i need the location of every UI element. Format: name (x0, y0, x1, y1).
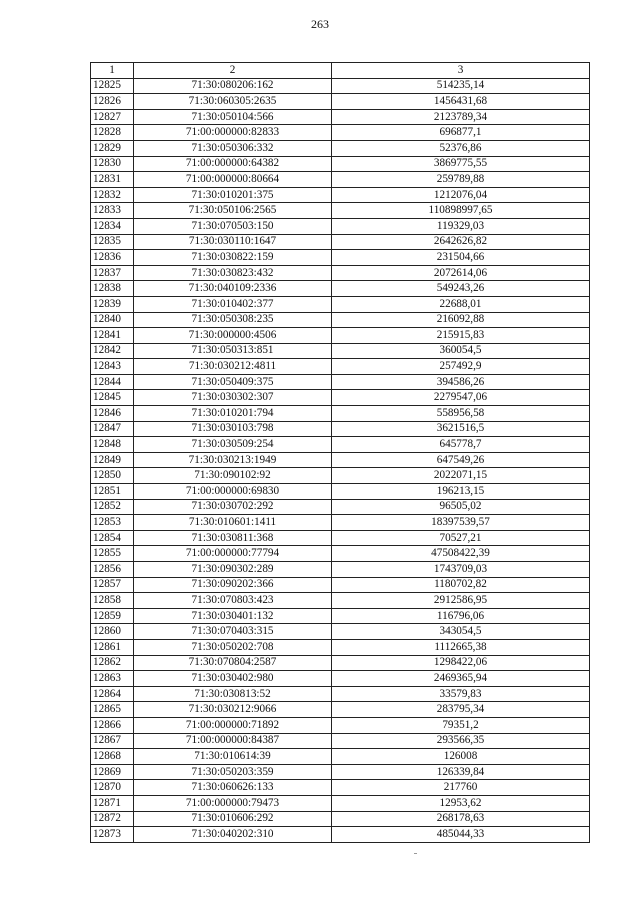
value-cell: 18397539,57 (332, 515, 590, 531)
cadastral-number-cell: 71:30:090302:289 (134, 562, 332, 578)
cadastral-number-cell: 71:00:000000:77794 (134, 546, 332, 562)
row-number-cell: 12851 (91, 484, 134, 500)
row-number-cell: 12845 (91, 390, 134, 406)
value-cell: 3869775,55 (332, 156, 590, 172)
row-number-cell: 12858 (91, 593, 134, 609)
row-number-cell: 12856 (91, 562, 134, 578)
table-row (91, 811, 590, 827)
cadastral-number-cell: 71:30:090102:92 (134, 468, 332, 484)
table-row (91, 546, 590, 562)
table-row (91, 702, 590, 718)
table-row (91, 234, 590, 250)
row-number-cell: 12862 (91, 655, 134, 671)
value-cell: 514235,14 (332, 78, 590, 94)
table-row (91, 359, 590, 375)
value-cell: 283795,34 (332, 702, 590, 718)
table-row (91, 265, 590, 281)
register-table-container (90, 62, 590, 843)
value-cell: 558956,58 (332, 406, 590, 422)
value-cell: 196213,15 (332, 484, 590, 500)
row-number-cell: 12873 (91, 827, 134, 843)
value-cell: 2123789,34 (332, 109, 590, 125)
row-number-cell: 12840 (91, 312, 134, 328)
table-row (91, 343, 590, 359)
row-number-cell: 12832 (91, 187, 134, 203)
row-number-cell: 12848 (91, 437, 134, 453)
cadastral-number-cell: 71:30:030103:798 (134, 421, 332, 437)
row-number-cell: 12843 (91, 359, 134, 375)
scan-mark (414, 853, 417, 854)
row-number-cell: 12857 (91, 577, 134, 593)
table-row (91, 109, 590, 125)
table-row (91, 639, 590, 655)
value-cell: 2912586,95 (332, 593, 590, 609)
table-row (91, 374, 590, 390)
row-number-cell: 12837 (91, 265, 134, 281)
table-row (91, 671, 590, 687)
row-number-cell: 12831 (91, 172, 134, 188)
cadastral-number-cell: 71:30:050313:851 (134, 343, 332, 359)
row-number-cell: 12852 (91, 499, 134, 515)
row-number-cell: 12855 (91, 546, 134, 562)
cadastral-number-cell: 71:30:090202:366 (134, 577, 332, 593)
cadastral-number-cell: 71:00:000000:82833 (134, 125, 332, 141)
table-row (91, 499, 590, 515)
cadastral-number-cell: 71:30:050306:332 (134, 140, 332, 156)
table-row (91, 764, 590, 780)
table-row (91, 515, 590, 531)
value-cell: 70527,21 (332, 530, 590, 546)
cadastral-number-cell: 71:30:010201:375 (134, 187, 332, 203)
value-cell: 2469365,94 (332, 671, 590, 687)
row-number-cell: 12847 (91, 421, 134, 437)
value-cell: 216092,88 (332, 312, 590, 328)
cadastral-number-cell: 71:30:000000:4506 (134, 328, 332, 344)
table-row (91, 94, 590, 110)
table-row (91, 624, 590, 640)
row-number-cell: 12841 (91, 328, 134, 344)
row-number-cell: 12850 (91, 468, 134, 484)
cadastral-number-cell: 71:00:000000:69830 (134, 484, 332, 500)
value-cell: 2279547,06 (332, 390, 590, 406)
row-number-cell: 12861 (91, 639, 134, 655)
cadastral-number-cell: 71:30:030811:368 (134, 530, 332, 546)
table-row (91, 608, 590, 624)
row-number-cell: 12829 (91, 140, 134, 156)
cadastral-number-cell: 71:30:030823:432 (134, 265, 332, 281)
row-number-cell: 12836 (91, 250, 134, 266)
cadastral-number-cell: 71:30:030813:52 (134, 686, 332, 702)
column-header-1: 1 (91, 63, 134, 79)
cadastral-number-cell: 71:00:000000:80664 (134, 172, 332, 188)
cadastral-number-cell: 71:30:080206:162 (134, 78, 332, 94)
row-number-cell: 12838 (91, 281, 134, 297)
cadastral-number-cell: 71:30:030822:159 (134, 250, 332, 266)
row-number-cell: 12842 (91, 343, 134, 359)
cadastral-number-cell: 71:30:070803:423 (134, 593, 332, 609)
table-body (91, 78, 590, 842)
value-cell: 696877,1 (332, 125, 590, 141)
table-row (91, 437, 590, 453)
row-number-cell: 12827 (91, 109, 134, 125)
row-number-cell: 12867 (91, 733, 134, 749)
value-cell: 647549,26 (332, 452, 590, 468)
cadastral-number-cell: 71:30:030212:4811 (134, 359, 332, 375)
table-row (91, 562, 590, 578)
table-row (91, 686, 590, 702)
table-row (91, 530, 590, 546)
table-row (91, 484, 590, 500)
cadastral-number-cell: 71:30:030702:292 (134, 499, 332, 515)
cadastral-number-cell: 71:30:010606:292 (134, 811, 332, 827)
value-cell: 119329,03 (332, 218, 590, 234)
table-row (91, 390, 590, 406)
table-row (91, 655, 590, 671)
row-number-cell: 12872 (91, 811, 134, 827)
cadastral-number-cell: 71:30:060626:133 (134, 780, 332, 796)
value-cell: 47508422,39 (332, 546, 590, 562)
table-row (91, 281, 590, 297)
value-cell: 2072614,06 (332, 265, 590, 281)
cadastral-number-cell: 71:30:030213:1949 (134, 452, 332, 468)
row-number-cell: 12868 (91, 749, 134, 765)
row-number-cell: 12834 (91, 218, 134, 234)
cadastral-number-cell: 71:30:030401:132 (134, 608, 332, 624)
row-number-cell: 12870 (91, 780, 134, 796)
value-cell: 33579,83 (332, 686, 590, 702)
cadastral-number-cell: 71:30:030212:9066 (134, 702, 332, 718)
row-number-cell: 12864 (91, 686, 134, 702)
row-number-cell: 12826 (91, 94, 134, 110)
cadastral-number-cell: 71:30:010201:794 (134, 406, 332, 422)
cadastral-number-cell: 71:30:050104:566 (134, 109, 332, 125)
cadastral-number-cell: 71:30:040109:2336 (134, 281, 332, 297)
table-row (91, 172, 590, 188)
value-cell: 79351,2 (332, 717, 590, 733)
value-cell: 3621516,5 (332, 421, 590, 437)
value-cell: 343054,5 (332, 624, 590, 640)
row-number-cell: 12846 (91, 406, 134, 422)
row-number-cell: 12835 (91, 234, 134, 250)
row-number-cell: 12869 (91, 764, 134, 780)
row-number-cell: 12853 (91, 515, 134, 531)
value-cell: 2022071,15 (332, 468, 590, 484)
table-row (91, 827, 590, 843)
value-cell: 231504,66 (332, 250, 590, 266)
cadastral-number-cell: 71:00:000000:79473 (134, 795, 332, 811)
value-cell: 22688,01 (332, 296, 590, 312)
table-row (91, 125, 590, 141)
value-cell: 268178,63 (332, 811, 590, 827)
cadastral-number-cell: 71:30:030402:980 (134, 671, 332, 687)
cadastral-number-cell: 71:00:000000:71892 (134, 717, 332, 733)
row-number-cell: 12863 (91, 671, 134, 687)
value-cell: 485044,33 (332, 827, 590, 843)
cadastral-number-cell: 71:30:010601:1411 (134, 515, 332, 531)
row-number-cell: 12859 (91, 608, 134, 624)
cadastral-number-cell: 71:30:050409:375 (134, 374, 332, 390)
table-row (91, 312, 590, 328)
cadastral-number-cell: 71:30:060305:2635 (134, 94, 332, 110)
cadastral-number-cell: 71:30:050106:2565 (134, 203, 332, 219)
page-number: 263 (311, 17, 329, 31)
cadastral-number-cell: 71:30:070804:2587 (134, 655, 332, 671)
cadastral-number-cell: 71:30:030509:254 (134, 437, 332, 453)
cadastral-number-cell: 71:30:050308:235 (134, 312, 332, 328)
value-cell: 2642626,82 (332, 234, 590, 250)
value-cell: 1112665,38 (332, 639, 590, 655)
register-table (90, 62, 590, 843)
row-number-cell: 12871 (91, 795, 134, 811)
value-cell: 257492,9 (332, 359, 590, 375)
table-row (91, 717, 590, 733)
cadastral-number-cell: 71:30:050202:708 (134, 639, 332, 655)
value-cell: 1298422,06 (332, 655, 590, 671)
value-cell: 293566,35 (332, 733, 590, 749)
value-cell: 52376,86 (332, 140, 590, 156)
value-cell: 96505,02 (332, 499, 590, 515)
value-cell: 1212076,04 (332, 187, 590, 203)
cadastral-number-cell: 71:00:000000:64382 (134, 156, 332, 172)
table-row (91, 421, 590, 437)
cadastral-number-cell: 71:30:070403:315 (134, 624, 332, 640)
value-cell: 645778,7 (332, 437, 590, 453)
cadastral-number-cell: 71:30:010614:39 (134, 749, 332, 765)
cadastral-number-cell: 71:30:070503:150 (134, 218, 332, 234)
table-row (91, 328, 590, 344)
table-row (91, 187, 590, 203)
table-row (91, 406, 590, 422)
table-row (91, 780, 590, 796)
row-number-cell: 12849 (91, 452, 134, 468)
cadastral-number-cell: 71:00:000000:84387 (134, 733, 332, 749)
cadastral-number-cell: 71:30:050203:359 (134, 764, 332, 780)
table-row (91, 140, 590, 156)
table-row (91, 452, 590, 468)
value-cell: 1743709,03 (332, 562, 590, 578)
value-cell: 215915,83 (332, 328, 590, 344)
value-cell: 1456431,68 (332, 94, 590, 110)
value-cell: 217760 (332, 780, 590, 796)
table-row (91, 749, 590, 765)
table-row (91, 78, 590, 94)
value-cell: 116796,06 (332, 608, 590, 624)
row-number-cell: 12833 (91, 203, 134, 219)
row-number-cell: 12830 (91, 156, 134, 172)
value-cell: 259789,88 (332, 172, 590, 188)
value-cell: 126339,84 (332, 764, 590, 780)
value-cell: 360054,5 (332, 343, 590, 359)
row-number-cell: 12844 (91, 374, 134, 390)
table-header-row (91, 63, 590, 79)
table-row (91, 296, 590, 312)
column-header-3: 3 (332, 63, 590, 79)
value-cell: 12953,62 (332, 795, 590, 811)
cadastral-number-cell: 71:30:030110:1647 (134, 234, 332, 250)
row-number-cell: 12860 (91, 624, 134, 640)
row-number-cell: 12825 (91, 78, 134, 94)
table-row (91, 468, 590, 484)
cadastral-number-cell: 71:30:010402:377 (134, 296, 332, 312)
table-row (91, 733, 590, 749)
value-cell: 126008 (332, 749, 590, 765)
table-row (91, 218, 590, 234)
cadastral-number-cell: 71:30:030302:307 (134, 390, 332, 406)
value-cell: 1180702,82 (332, 577, 590, 593)
value-cell: 549243,26 (332, 281, 590, 297)
column-header-2: 2 (134, 63, 332, 79)
row-number-cell: 12866 (91, 717, 134, 733)
row-number-cell: 12839 (91, 296, 134, 312)
table-row (91, 250, 590, 266)
row-number-cell: 12828 (91, 125, 134, 141)
table-row (91, 156, 590, 172)
table-row (91, 795, 590, 811)
value-cell: 110898997,65 (332, 203, 590, 219)
row-number-cell: 12865 (91, 702, 134, 718)
table-row (91, 593, 590, 609)
cadastral-number-cell: 71:30:040202:310 (134, 827, 332, 843)
value-cell: 394586,26 (332, 374, 590, 390)
row-number-cell: 12854 (91, 530, 134, 546)
table-row (91, 203, 590, 219)
table-row (91, 577, 590, 593)
